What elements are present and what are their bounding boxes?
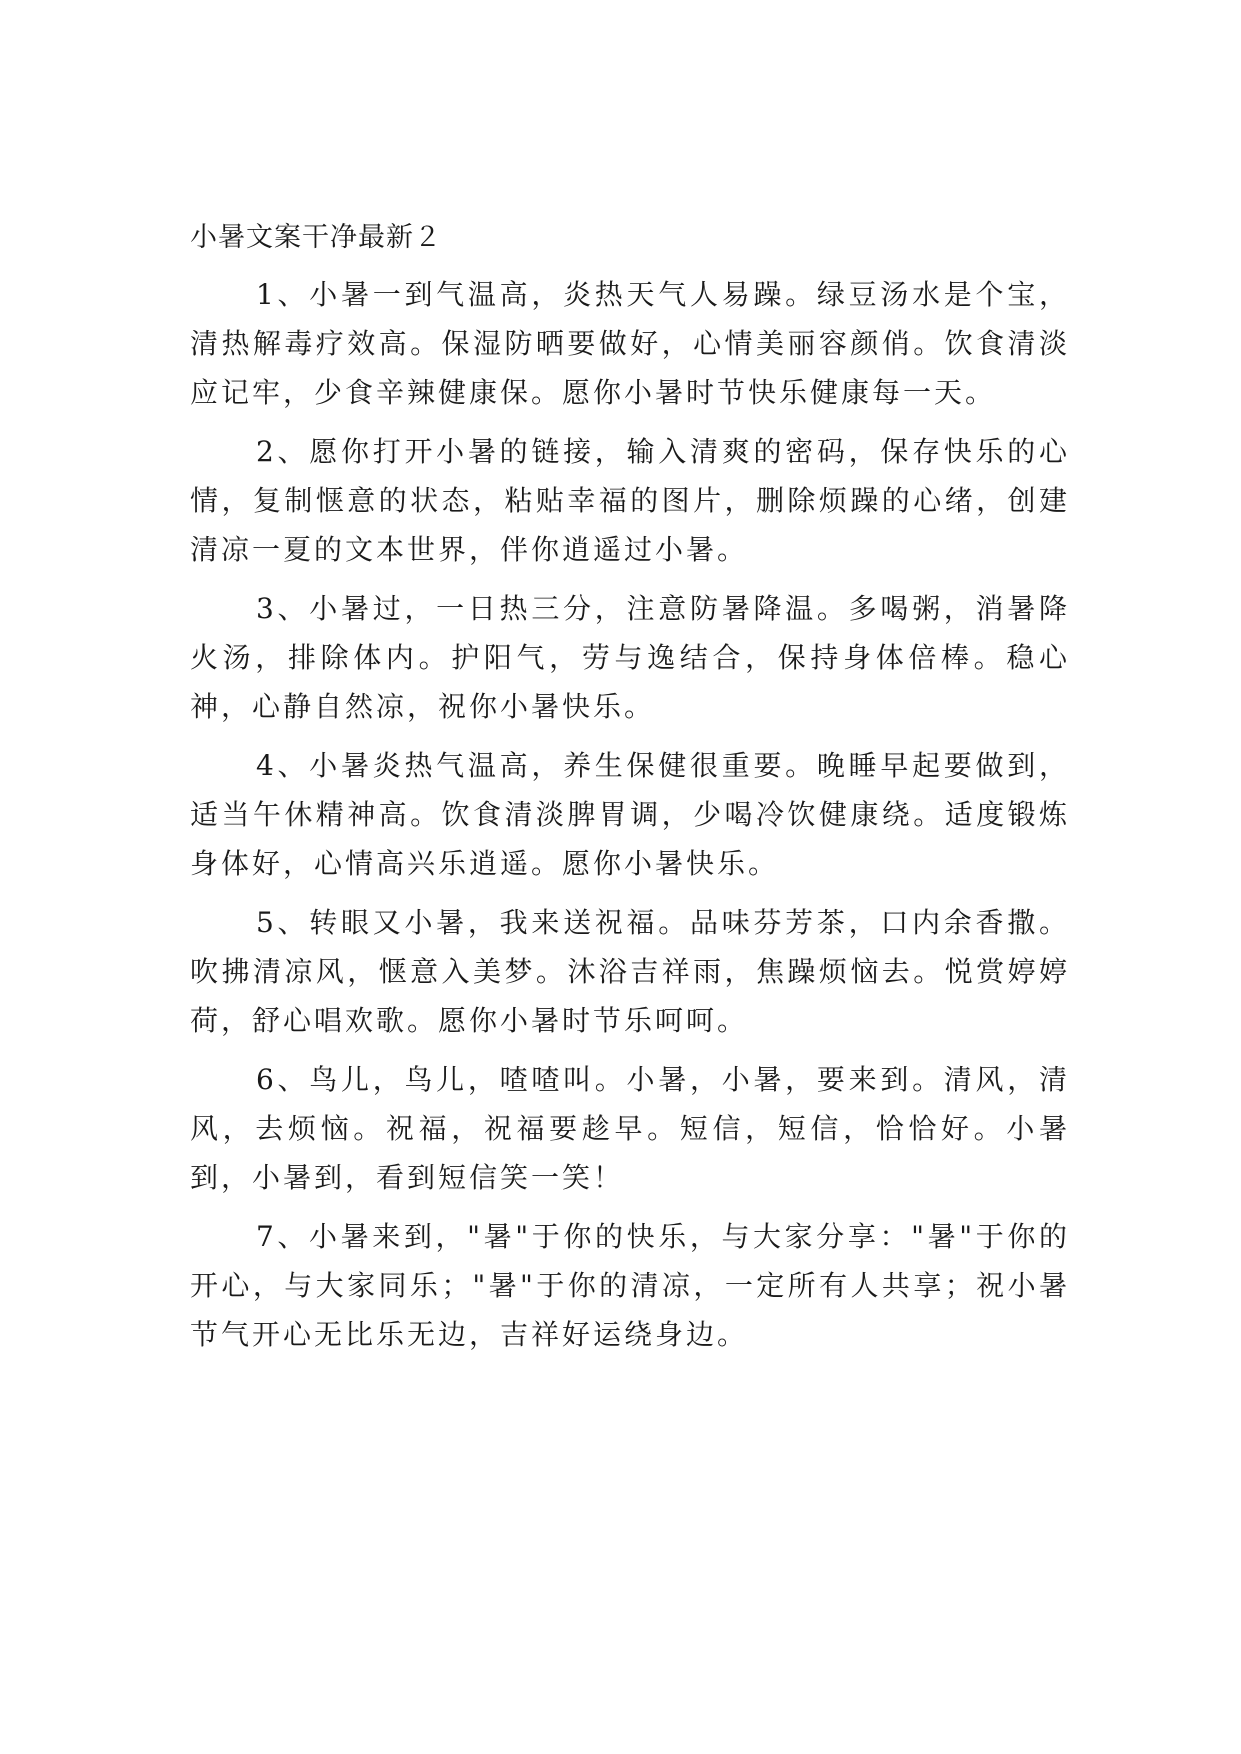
- document-title: 小暑文案干净最新２: [190, 222, 442, 253]
- paragraph-3: 3、小暑过，一日热三分，注意防暑降温。多喝粥，消暑降火汤，排除体内。护阳气，劳与逸结合，保持身体倍棒。稳心神，心静自然凉，祝你小暑快乐。: [190, 592, 1070, 723]
- paragraph-1: 1、小暑一到气温高，炎热天气人易躁。绿豆汤水是个宝，清热解毒疗效高。保湿防晒要做好，心情美丽容颜俏。饮食清淡应记牢，少食辛辣健康保。愿你小暑时节快乐健康每一天。: [190, 278, 1070, 409]
- paragraph-4: 4、小暑炎热气温高，养生保健很重要。晚睡早起要做到，适当午休精神高。饮食清淡脾胃调，少喝冷饮健康绕。适度锻炼身体好，心情高兴乐逍遥。愿你小暑快乐。: [190, 749, 1070, 880]
- paragraph-5: 5、转眼又小暑，我来送祝福。品味芬芳茶，口内余香撒。吹拂清凉风，惬意入美梦。沐浴吉祥雨，焦躁烦恼去。悦赏婷婷荷，舒心唱欢歌。愿你小暑时节乐呵呵。: [190, 906, 1070, 1037]
- paragraph-6: 6、鸟儿，鸟儿，喳喳叫。小暑，小暑，要来到。清风，清风，去烦恼。祝福，祝福要趁早。短信，短信，恰恰好。小暑到，小暑到，看到短信笑一笑！: [190, 1063, 1070, 1194]
- paragraph-2: 2、愿你打开小暑的链接，输入清爽的密码，保存快乐的心情，复制惬意的状态，粘贴幸福的图片，删除烦躁的心绪，创建清凉一夏的文本世界，伴你逍遥过小暑。: [190, 435, 1070, 566]
- document-page: [190, 218, 1070, 1369]
- paragraph-7: 7、小暑来到，"暑"于你的快乐，与大家分享："暑"于你的开心，与大家同乐；"暑"于你的清凉，一定所有人共享；祝小暑节气开心无比乐无边，吉祥好运绕身边。: [190, 1220, 1070, 1351]
